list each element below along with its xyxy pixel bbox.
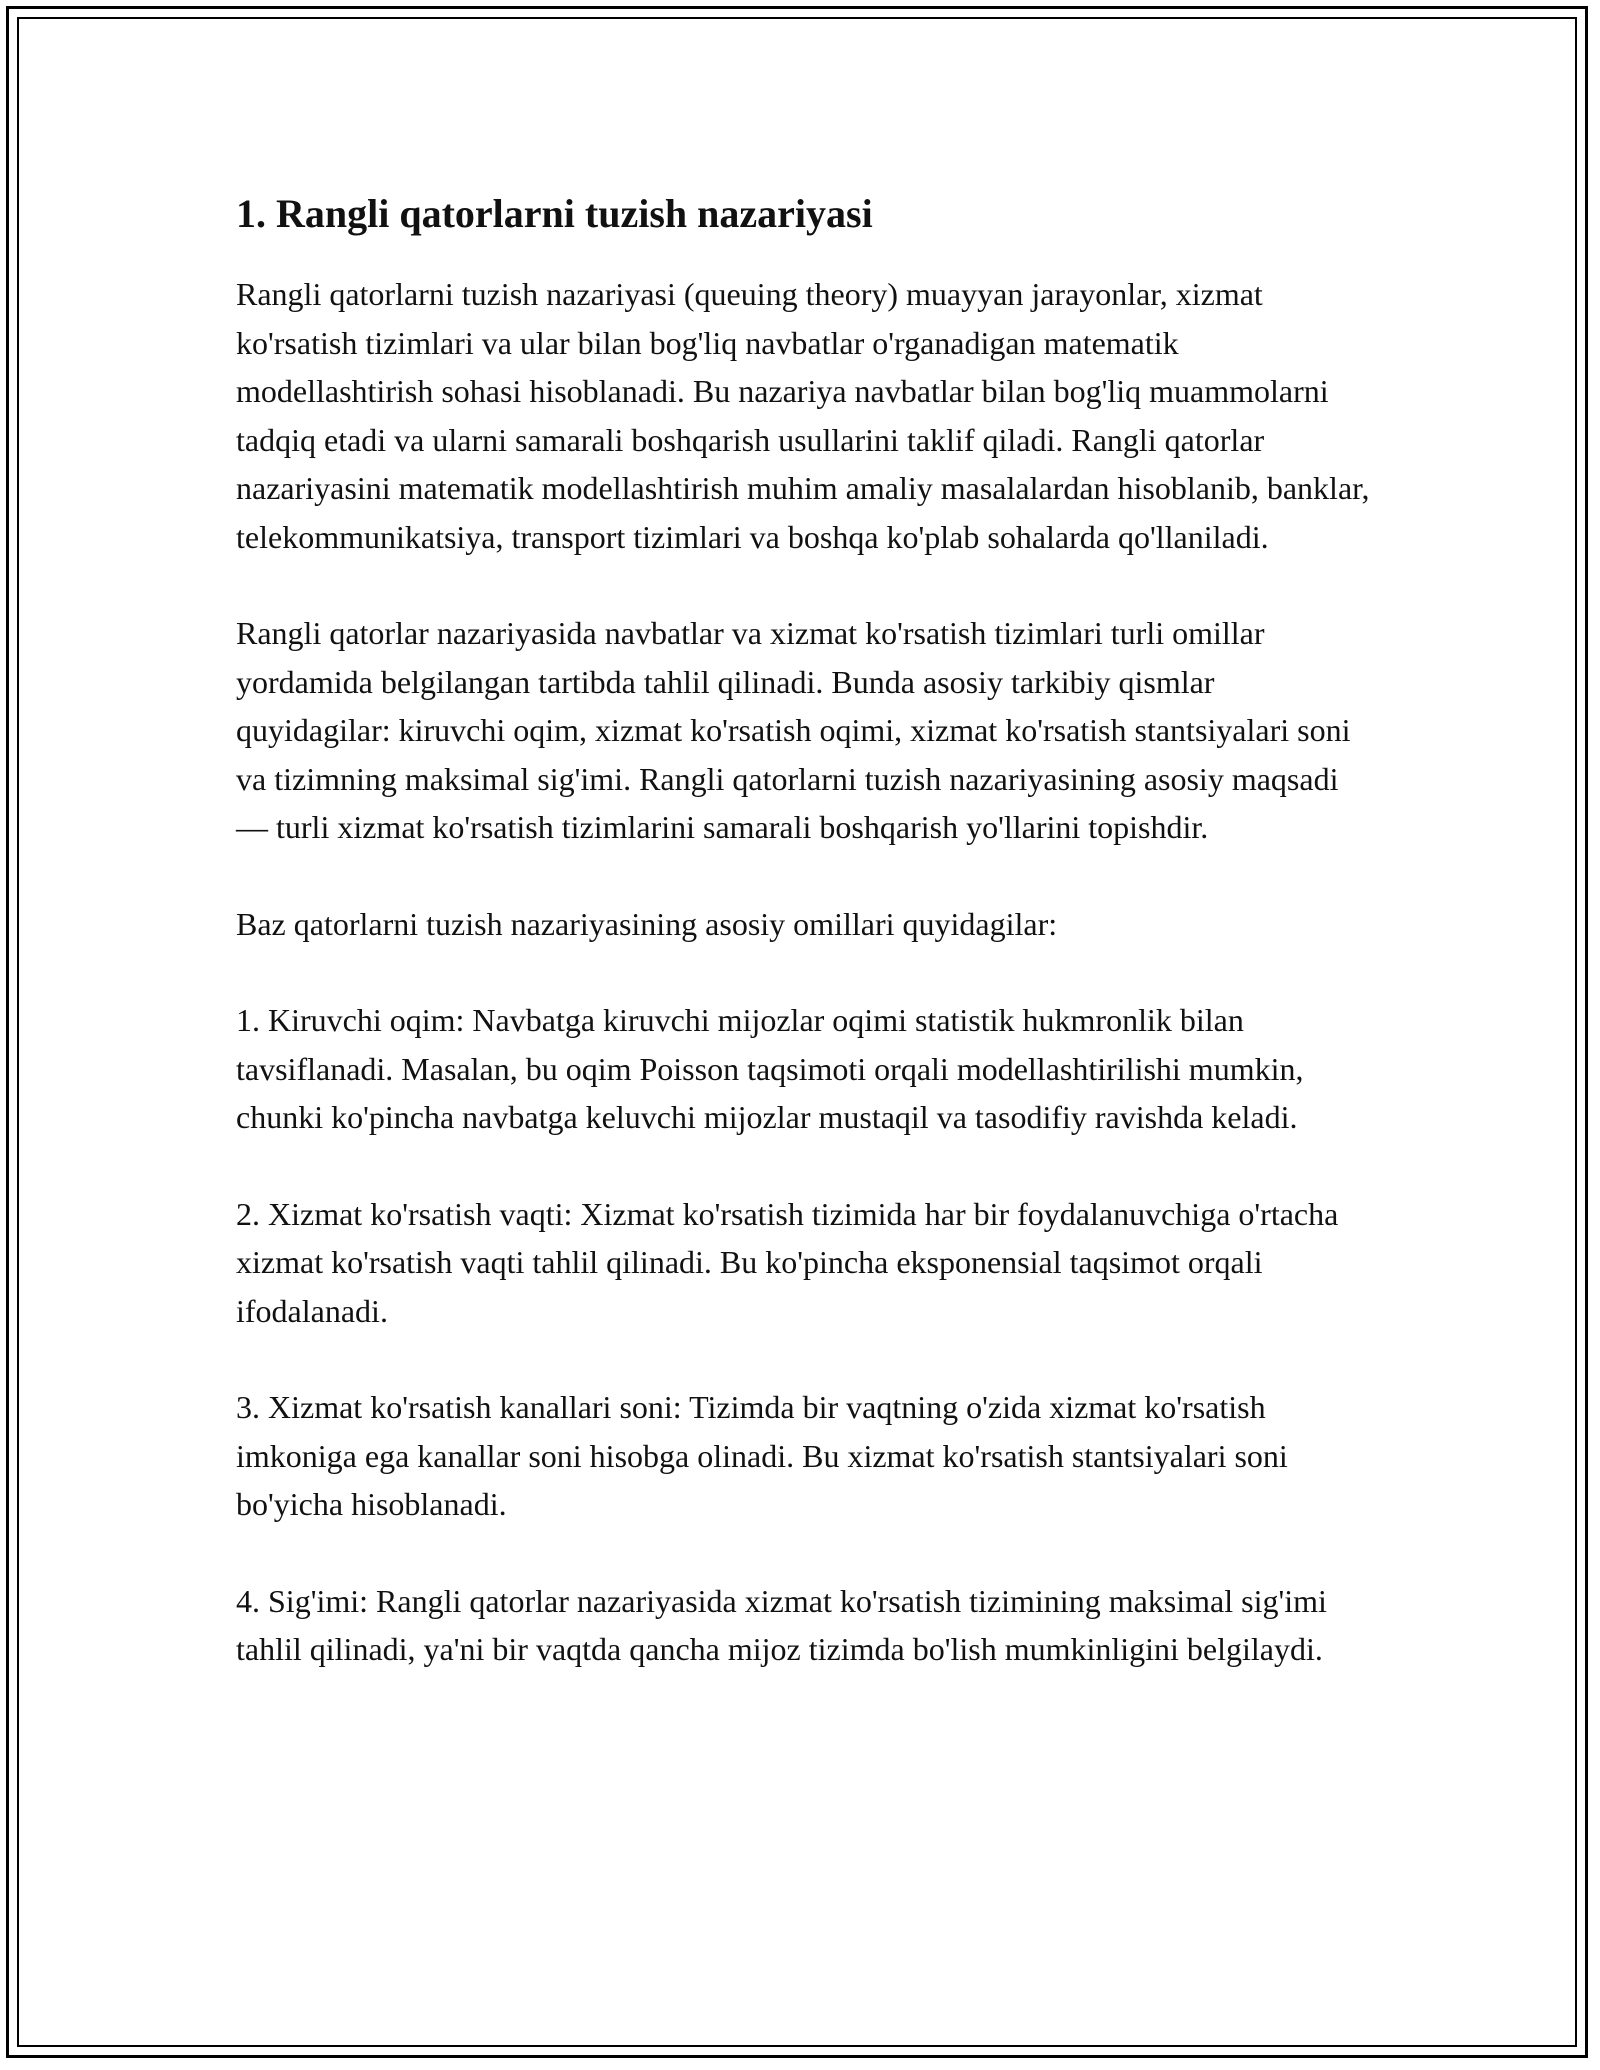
factor-item-service-channels: 3. Xizmat ko'rsatish kanallari soni: Tizimda bir vaqtning o'zida xizmat ko'rsatish imkoniga ega kanallar soni hisobga olinadi. Bu xizmat ko'rsatish stantsiyalari soni bo'yicha hisoblanadi. (236, 1389, 1288, 1522)
factor-item-capacity: 4. Sig'imi: Rangli qatorlar nazariyasida xizmat ko'rsatish tizimining maksimal sig'imi tahlil qilinadi, ya'ni bir vaqtda qancha mijoz tizimda bo'lish mumkinligini belgilaydi. (236, 1582, 1327, 1667)
factor-item-incoming-flow: 1. Kiruvchi oqim: Navbatga kiruvchi mijozlar oqimi statistik hukmronlik bilan tavsiflanadi. Masalan, bu oqim Poisson taqsimoti orqali modellashtirilishi mumkin, chunki ko'pincha navbatga keluvchi mijozlar mustaqil va tasodifiy ravishda keladi. (236, 1002, 1304, 1135)
intro-paragraph: Rangli qatorlarni tuzish nazariyasi (queuing theory) muayyan jarayonlar, xizmat ko'rsatish tizimlari va ular bilan bog'liq navbatlar o'rganadigan matematik modellashtirish sohasi hisoblanadi. Bu nazariya navbatlar bilan bog'liq muammolarni tadqiq etadi va ularni samarali boshqarish usullarini taklif qiladi. Rangli qatorlar nazariyasini matematik modellashtirish muhim amaliy masalalardan hisoblanib, banklar, telekommunikatsiya, transport tizimlari va boshqa ko'plab sohalarda qo'llaniladi. (236, 276, 1370, 555)
document-body (236, 186, 1376, 1722)
components-paragraph: Rangli qatorlar nazariyasida navbatlar va xizmat ko'rsatish tizimlari turli omillar yordamida belgilangan tartibda tahlil qilinadi. Bunda asosiy tarkibiy qismlar quyidagilar: kiruvchi oqim, xizmat ko'rsatish oqimi, xizmat ko'rsatish stantsiyalari soni va tizimning maksimal sig'imi. Rangli qatorlarni tuzish nazariyasining asosiy maqsadi — turli xizmat ko'rsatish tizimlarini samarali boshqarish yo'llarini topishdir. (236, 615, 1351, 845)
section-title: 1. Rangli qatorlarni tuzish nazariyasi (236, 191, 873, 236)
factors-intro-paragraph: Baz qatorlarni tuzish nazariyasining asosiy omillari quyidagilar: (236, 905, 1058, 942)
factor-item-service-time: 2. Xizmat ko'rsatish vaqti: Xizmat ko'rsatish tizimida har bir foydalanuvchiga o'rtacha xizmat ko'rsatish vaqti tahlil qilinadi. Bu ko'pincha eksponensial taqsimot orqali ifodalanadi. (236, 1195, 1339, 1329)
